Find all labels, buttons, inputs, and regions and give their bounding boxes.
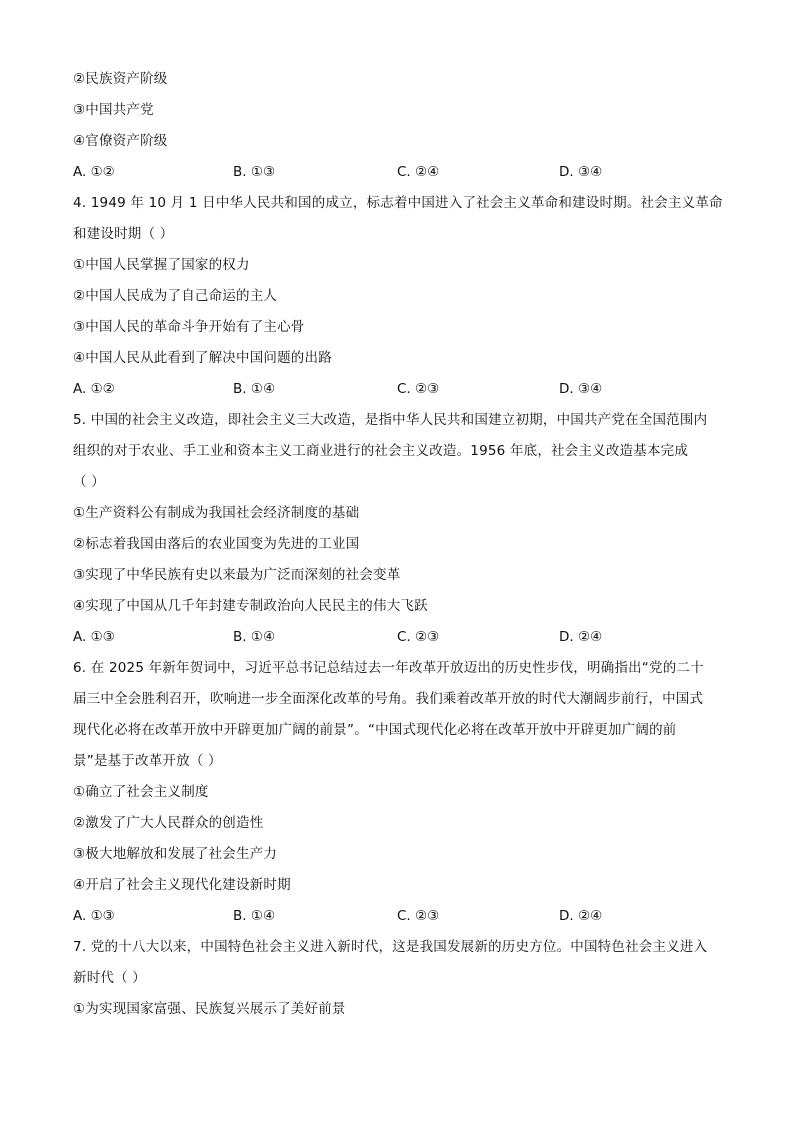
answer-choices <box>73 622 723 653</box>
option-line: ③极大地解放和发展了社会生产力 <box>73 846 278 862</box>
question-stem-line: 6. 在 2025 年新年贺词中，习近平总书记总结过去一年改革开放迈出的历史性步伐，明确指出“党的二十 <box>73 660 704 676</box>
option-line: ①为实现国家富强、民族复兴展示了美好前景 <box>73 1001 346 1017</box>
choice-d[interactable]: D. ③④ <box>559 164 603 180</box>
question-5 <box>73 405 723 653</box>
option-line: ①确立了社会主义制度 <box>73 784 209 800</box>
option-line: ②激发了广大人民群众的创造性 <box>73 815 264 831</box>
answer-choices <box>73 374 723 405</box>
question-6 <box>73 653 723 932</box>
choice-b[interactable]: B. ①④ <box>233 381 276 397</box>
question-stem-line: 5. 中国的社会主义改造，即社会主义三大改造，是指中华人民共和国建立初期，中国共产党在全国范围内 <box>73 412 708 428</box>
choice-c[interactable]: C. ②③ <box>397 381 440 397</box>
exam-page <box>73 64 723 1025</box>
question-stem-line: （ ） <box>73 474 105 490</box>
question-stem-line: 新时代（ ） <box>73 970 146 986</box>
question-stem-line: 景”是基于改革开放（ ） <box>73 753 222 769</box>
question-stem-line: 届三中全会胜利召开，吹响进一步全面深化改革的号角。我们乘着改革开放的时代大潮阔步前行，中国式 <box>73 691 704 707</box>
question-4 <box>73 188 723 405</box>
question-stem-line: 和建设时期（ ） <box>73 226 174 242</box>
option-line: ②民族资产阶级 <box>73 71 168 87</box>
question-stem-line: 7. 党的十八大以来，中国特色社会主义进入新时代，这是我国发展新的历史方位。中国特色社会主义进入 <box>73 939 708 955</box>
option-line: ④中国人民从此看到了解决中国问题的出路 <box>73 350 332 366</box>
choice-a[interactable]: A. ①③ <box>73 908 115 924</box>
answer-choices <box>73 901 723 932</box>
question-7 <box>73 932 723 1025</box>
option-line: ①生产资料公有制成为我国社会经济制度的基础 <box>73 505 360 521</box>
choice-d[interactable]: D. ③④ <box>559 381 603 397</box>
choice-c[interactable]: C. ②③ <box>397 908 440 924</box>
option-line: ④官僚资产阶级 <box>73 133 168 149</box>
option-line: ④实现了中国从几千年封建专制政治向人民民主的伟大飞跃 <box>73 598 428 614</box>
question-3-continuation <box>73 64 723 188</box>
choice-b[interactable]: B. ①④ <box>233 629 276 645</box>
option-line: ②标志着我国由落后的农业国变为先进的工业国 <box>73 536 360 552</box>
option-line: ①中国人民掌握了国家的权力 <box>73 257 250 273</box>
question-stem-line: 组织的对于农业、手工业和资本主义工商业进行的社会主义改造。1956 年底，社会主义改造基本完成 <box>73 443 689 459</box>
choice-b[interactable]: B. ①④ <box>233 908 276 924</box>
choice-a[interactable]: A. ①② <box>73 381 115 397</box>
option-line: ③实现了中华民族有史以来最为广泛而深刻的社会变革 <box>73 567 401 583</box>
question-stem-line: 4. 1949 年 10 月 1 日中华人民共和国的成立，标志着中国进入了社会主义革命和建设时期。社会主义革命 <box>73 195 723 211</box>
option-line: ④开启了社会主义现代化建设新时期 <box>73 877 291 893</box>
choice-c[interactable]: C. ②③ <box>397 629 440 645</box>
option-line: ③中国共产党 <box>73 102 154 118</box>
choice-a[interactable]: A. ①③ <box>73 629 115 645</box>
option-line: ②中国人民成为了自己命运的主人 <box>73 288 278 304</box>
question-stem-line: 现代化必将在改革开放中开辟更加广阔的前景”。“中国式现代化必将在改革开放中开辟更加广阔的前 <box>73 722 677 738</box>
choice-a[interactable]: A. ①② <box>73 164 115 180</box>
choice-b[interactable]: B. ①③ <box>233 164 276 180</box>
choice-c[interactable]: C. ②④ <box>397 164 440 180</box>
option-line: ③中国人民的革命斗争开始有了主心骨 <box>73 319 305 335</box>
answer-choices <box>73 157 723 188</box>
choice-d[interactable]: D. ②④ <box>559 908 603 924</box>
choice-d[interactable]: D. ②④ <box>559 629 603 645</box>
